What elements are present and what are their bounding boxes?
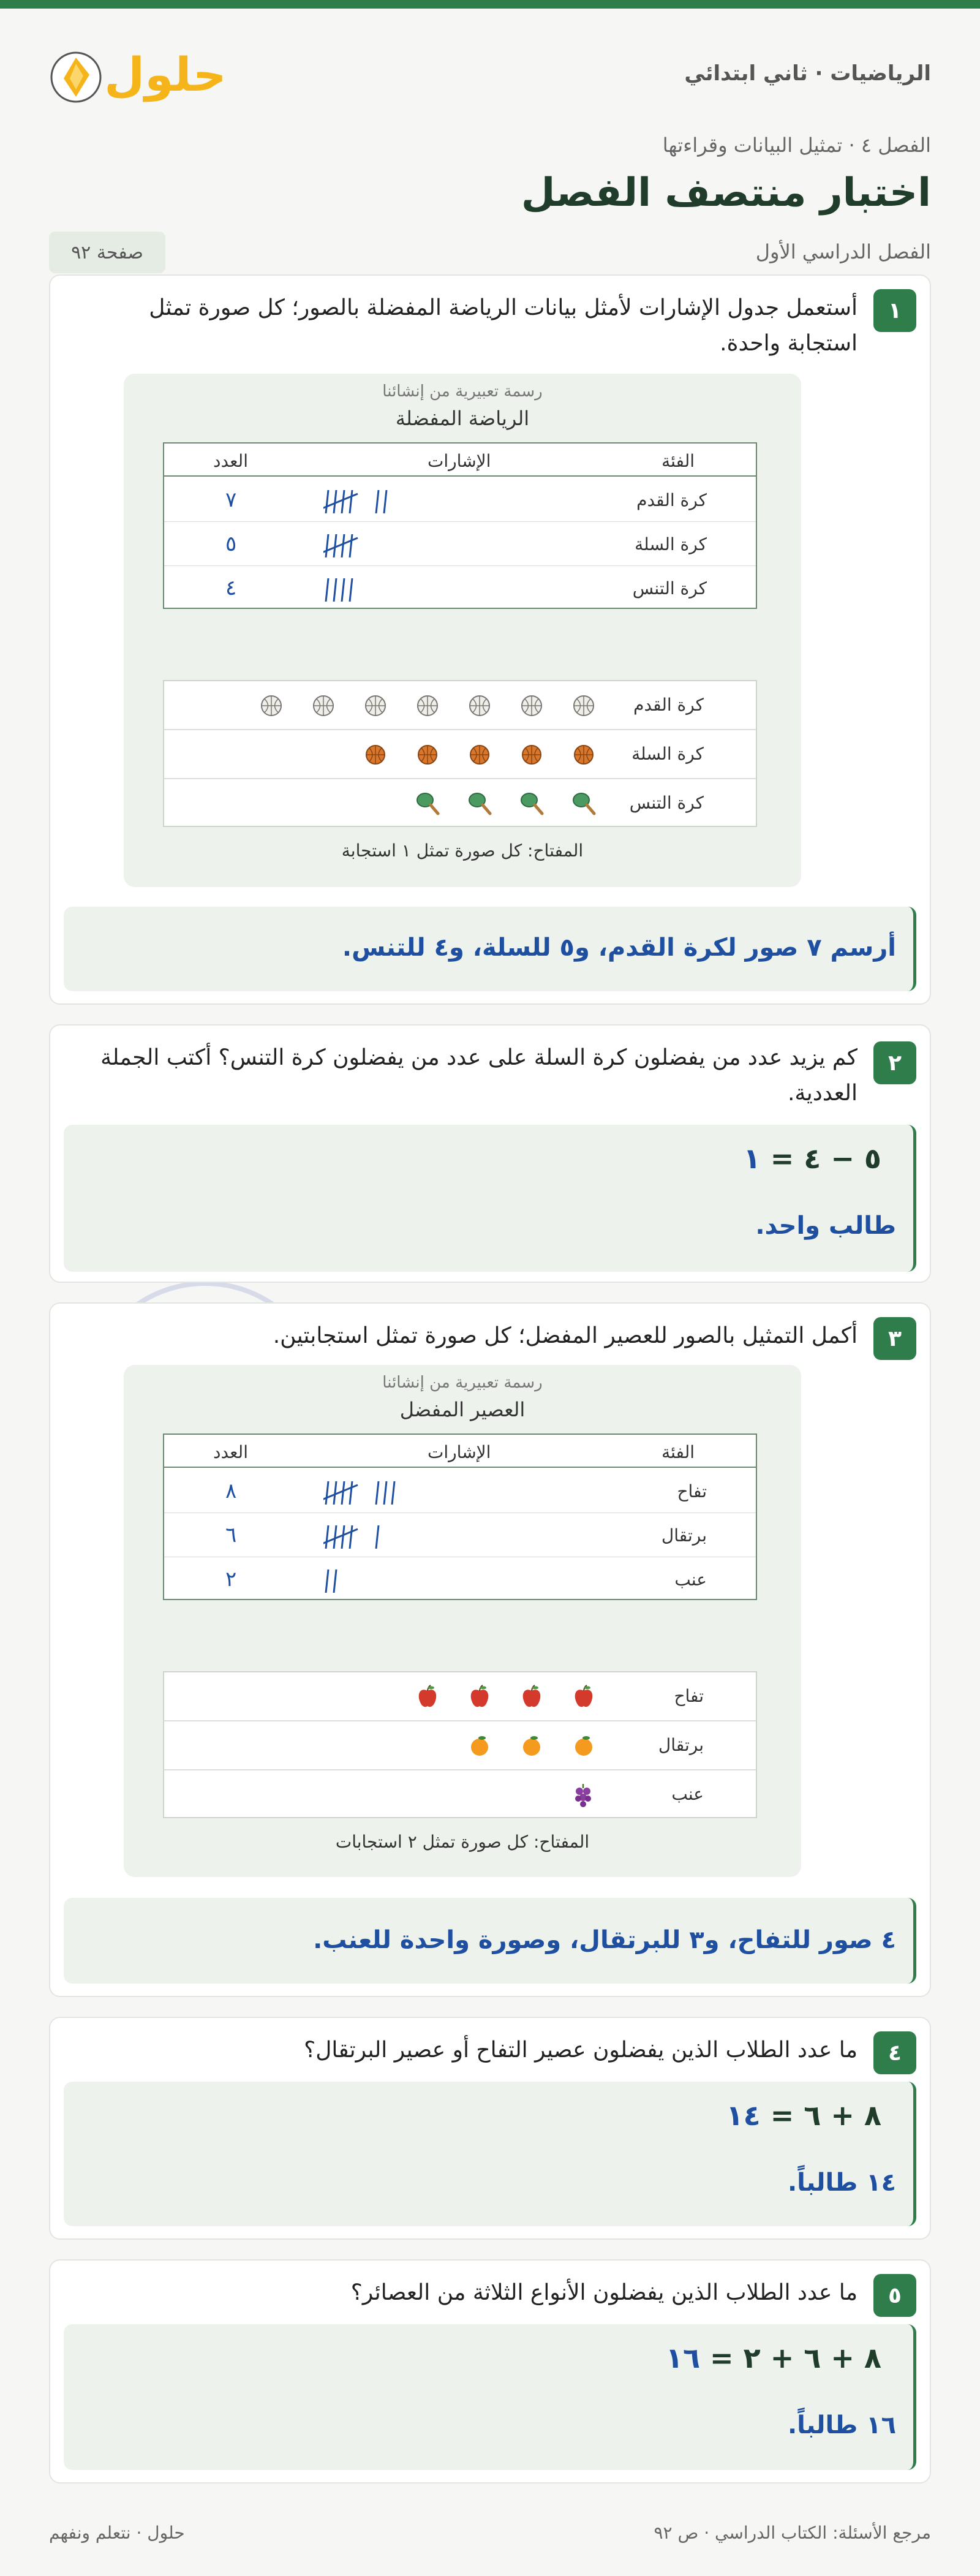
page-header	[49, 37, 931, 110]
figure-favorite-sport	[124, 374, 801, 887]
equation-result: ١	[743, 1142, 761, 1175]
question-card-2	[49, 1024, 931, 1283]
tally-mark	[384, 1481, 386, 1505]
orange-icon	[519, 1732, 545, 1759]
tally-marks	[323, 532, 519, 560]
page-title: اختبار منتصف الفصل	[521, 170, 931, 216]
answer-box	[64, 2324, 916, 2470]
tally-mark	[334, 578, 336, 602]
tally-mark	[342, 490, 344, 513]
tally-mark	[350, 490, 352, 513]
tally-mark	[326, 1525, 328, 1549]
table-row	[164, 478, 756, 522]
row-count: ٢	[225, 1567, 237, 1592]
pictograph	[163, 680, 757, 827]
answer-box	[64, 1898, 916, 1984]
soccer-ball-icon	[415, 692, 440, 719]
equation-result: ١٤	[726, 2099, 761, 2132]
row-category: عنب	[671, 1784, 704, 1804]
soccer-ball-icon	[258, 692, 284, 719]
header-tallies: الإشارات	[428, 1442, 491, 1462]
number-sentence	[726, 2099, 881, 2132]
row-count: ٦	[225, 1523, 237, 1547]
footer-brand: حلول · نتعلم ونفهم	[49, 2523, 185, 2543]
tally-mark	[342, 534, 344, 557]
tally-table	[163, 442, 757, 609]
pictograph-key: المفتاح: كل صورة تمثل ١ استجابة	[341, 840, 584, 861]
answer-text: أرسم ٧ صور لكرة القدم، و٥ للسلة، و٤ للتنس.	[342, 934, 896, 962]
soccer-ball-icon	[571, 692, 597, 719]
tally-mark	[334, 1481, 336, 1505]
equation-expression: ٨ + ٦ + ٢ =	[710, 2341, 881, 2374]
breadcrumb: الفصل ٤ · تمثيل البيانات وقراءتها	[662, 134, 931, 157]
apple-icon	[571, 1683, 597, 1710]
basketball-icon	[415, 741, 440, 768]
icon-group	[467, 1732, 597, 1759]
tally-mark	[334, 1525, 336, 1549]
row-category: كرة التنس	[629, 793, 704, 813]
question-card-3	[49, 1302, 931, 1997]
tally-mark	[376, 1525, 379, 1549]
table-row	[164, 522, 756, 566]
basketball-icon	[571, 741, 597, 768]
figure-title: العصير المفضل	[399, 1398, 526, 1421]
icon-group	[571, 1781, 597, 1808]
table-row	[164, 566, 756, 610]
top-accent-bar	[0, 0, 980, 9]
pictograph-row	[164, 681, 756, 730]
soccer-ball-icon	[311, 692, 336, 719]
tally-mark	[350, 534, 352, 557]
header-count: العدد	[213, 1442, 248, 1462]
header-tallies: الإشارات	[428, 451, 491, 471]
question-text: أستعمل جدول الإشارات لأمثل بيانات الرياضة المفضلة بالصور؛ كل صورة تمثل استجابة واحدة.	[149, 295, 858, 356]
tally-mark	[350, 1481, 352, 1505]
question-number: ٥	[873, 2274, 916, 2317]
header-count: العدد	[213, 451, 248, 471]
tally-mark	[342, 1481, 344, 1505]
question-text: ما عدد الطلاب الذين يفضلون الأنواع الثلاثة من العصائر؟	[350, 2280, 858, 2305]
tally-mark	[384, 490, 386, 513]
soccer-ball-icon	[363, 692, 388, 719]
row-category: كرة القدم	[633, 695, 704, 715]
figure-note: رسمة تعبيرية من إنشائنا	[382, 1373, 543, 1392]
pictograph-row	[164, 730, 756, 779]
grapes-icon	[571, 1781, 597, 1808]
tally-mark	[326, 1569, 328, 1593]
question-number: ٣	[873, 1317, 916, 1360]
tally-marks	[323, 1479, 519, 1507]
answer-text: ٤ صور للتفاح، و٣ للبرتقال، وصورة واحدة للعنب.	[313, 1926, 896, 1954]
question-number: ٢	[873, 1041, 916, 1084]
soccer-ball-icon	[467, 692, 492, 719]
orange-icon	[467, 1732, 492, 1759]
number-sentence	[666, 2341, 881, 2374]
question-text: ما عدد الطلاب الذين يفضلون عصير التفاح أو عصير البرتقال؟	[304, 2038, 858, 2063]
answer-box	[64, 2082, 916, 2226]
row-category: كرة السلة	[635, 534, 707, 554]
pictograph-row	[164, 779, 756, 828]
question-card-1	[49, 274, 931, 1005]
equation-result: ١٦	[665, 2341, 701, 2374]
equation-expression: ٥ − ٤ =	[770, 1142, 881, 1175]
figure-favorite-juice	[124, 1365, 801, 1877]
tennis-racket-icon	[415, 790, 440, 817]
tally-mark	[342, 578, 344, 602]
tally-mark	[376, 490, 379, 513]
subject-label: الرياضيات · ثاني ابتدائي	[684, 61, 931, 86]
tally-mark	[376, 1481, 379, 1505]
soccer-ball-icon	[519, 692, 545, 719]
row-count: ٥	[225, 532, 237, 556]
row-category: برتقال	[661, 1525, 707, 1546]
orange-icon	[571, 1732, 597, 1759]
basketball-icon	[363, 741, 388, 768]
icon-group	[415, 1683, 597, 1710]
row-category: كرة القدم	[636, 490, 707, 510]
tally-mark	[326, 534, 328, 557]
pictograph	[163, 1671, 757, 1818]
answer-box	[64, 907, 916, 991]
answer-text: ١٦ طالباً.	[787, 2411, 896, 2439]
basketball-icon	[467, 741, 492, 768]
page-number-badge: صفحة ٩٢	[49, 232, 165, 273]
question-number: ١	[873, 289, 916, 332]
tally-mark	[350, 1525, 352, 1549]
question-card-4	[49, 2017, 931, 2240]
row-count: ٧	[225, 488, 237, 512]
number-sentence	[744, 1142, 881, 1175]
question-text: أكمل التمثيل بالصور للعصير المفضل؛ كل صورة تمثل استجابتين.	[273, 1323, 858, 1348]
answer-text: طالب واحد.	[755, 1212, 896, 1240]
row-category: عنب	[674, 1569, 707, 1590]
row-category: تفاح	[674, 1686, 704, 1706]
answer-text: ١٤ طالباً.	[787, 2169, 896, 2197]
tally-table-header	[164, 1435, 756, 1468]
table-row	[164, 1469, 756, 1513]
tennis-racket-icon	[519, 790, 545, 817]
pictograph-key: المفتاح: كل صورة تمثل ٢ استجابات	[335, 1832, 590, 1852]
tennis-racket-icon	[571, 790, 597, 817]
tally-marks	[323, 1523, 519, 1551]
icon-group	[415, 790, 597, 817]
tennis-racket-icon	[467, 790, 492, 817]
row-count: ٨	[225, 1479, 237, 1503]
row-count: ٤	[225, 576, 237, 600]
apple-icon	[415, 1683, 440, 1710]
tally-mark	[350, 578, 352, 602]
apple-icon	[467, 1683, 492, 1710]
header-category: الفئة	[662, 451, 695, 471]
tally-mark	[334, 490, 336, 513]
hulool-logo	[49, 40, 227, 108]
tally-mark	[342, 1525, 344, 1549]
question-text: كم يزيد عدد من يفضلون كرة السلة على عدد من يفضلون كرة التنس؟ أكتب الجملة العددية.	[100, 1045, 858, 1106]
figure-note: رسمة تعبيرية من إنشائنا	[382, 382, 543, 401]
tally-table-header	[164, 444, 756, 477]
tally-marks	[323, 576, 519, 604]
tally-marks	[323, 488, 519, 516]
tally-mark	[334, 1569, 336, 1593]
row-category: برتقال	[658, 1735, 704, 1755]
icon-group	[363, 741, 597, 768]
tally-mark	[326, 490, 328, 513]
pictograph-row	[164, 1672, 756, 1721]
semester-label: الفصل الدراسي الأول	[755, 240, 931, 263]
row-category: كرة التنس	[632, 578, 707, 599]
logo-wordmark: حلول	[104, 47, 227, 102]
footer-reference: مرجع الأسئلة: الكتاب الدراسي · ص ٩٢	[654, 2523, 931, 2543]
icon-group	[258, 692, 597, 719]
equation-expression: ٨ + ٦ =	[770, 2099, 881, 2132]
tally-marks	[323, 1567, 519, 1595]
row-category: تفاح	[677, 1481, 707, 1501]
figure-title: الرياضة المفضلة	[395, 407, 530, 430]
table-row	[164, 1557, 756, 1601]
row-category: كرة السلة	[631, 744, 704, 764]
tally-mark	[326, 1481, 328, 1505]
basketball-icon	[519, 741, 545, 768]
question-number: ٤	[873, 2031, 916, 2074]
header-category: الفئة	[662, 1442, 695, 1462]
pictograph-row	[164, 1721, 756, 1770]
tally-mark	[392, 1481, 394, 1505]
apple-icon	[519, 1683, 545, 1710]
question-card-5	[49, 2259, 931, 2483]
table-row	[164, 1513, 756, 1557]
pictograph-row	[164, 1770, 756, 1819]
tally-mark	[326, 578, 328, 602]
answer-box	[64, 1125, 916, 1272]
tally-table	[163, 1433, 757, 1600]
tally-mark	[334, 534, 336, 557]
